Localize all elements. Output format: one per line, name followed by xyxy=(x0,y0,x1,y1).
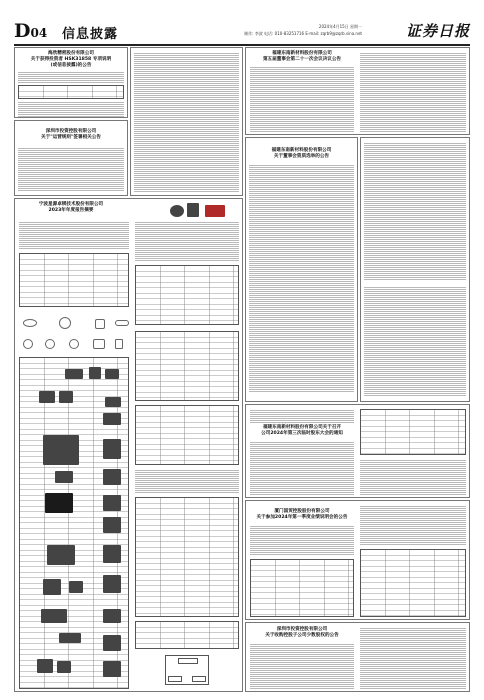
data-table xyxy=(135,405,239,465)
masthead-logo: 证券日报 xyxy=(405,22,470,40)
announcement-title xyxy=(21,202,121,214)
auto-part-photo xyxy=(103,661,121,677)
generic-logo xyxy=(93,339,105,349)
title-line: 第五届董事会第二十一次会议决议公告 xyxy=(262,57,342,62)
auto-part-photo xyxy=(39,391,55,403)
title-line: 关于收购控股子公司少数股权的公告 xyxy=(265,633,339,638)
body-text xyxy=(135,221,239,261)
body-text xyxy=(135,469,239,493)
body-text xyxy=(134,52,239,192)
generic-logo xyxy=(69,339,79,349)
body-text xyxy=(18,101,124,117)
ford-logo xyxy=(23,319,37,327)
title-line: 深圳市投资控股有限公司 xyxy=(45,129,97,134)
auto-part-photo xyxy=(41,609,67,623)
auto-part-photo xyxy=(103,495,121,511)
announcement-title xyxy=(15,129,127,141)
title-line: 海欣精密股份有限公司 xyxy=(48,51,94,56)
auto-part-photo xyxy=(105,397,121,407)
announcement-title xyxy=(246,148,357,160)
data-table xyxy=(250,559,354,617)
title-line: 宁波星源卓镁技术股份有限公司 xyxy=(38,202,104,207)
auto-part-photo xyxy=(103,517,121,533)
announcement-block xyxy=(14,47,128,118)
auto-part-photo xyxy=(55,471,73,483)
generic-logo xyxy=(115,339,123,349)
auto-part-photo xyxy=(187,203,199,217)
body-text xyxy=(250,409,354,423)
auto-part-photo xyxy=(103,575,121,593)
annual-report-summary xyxy=(14,198,243,692)
title-line: 福建东南新材料股份有限公司 xyxy=(271,148,332,153)
title-line: 深圳市投资控股有限公司 xyxy=(276,627,328,632)
auto-part-photo xyxy=(103,469,121,485)
title-line: 关于参加2024年第一季度业绩说明会的公告 xyxy=(256,515,348,520)
announcement-block xyxy=(14,120,128,196)
data-table xyxy=(135,331,239,401)
tesla-logo xyxy=(95,319,105,329)
issue-date: 2024年4月15日 星期一 xyxy=(318,24,362,29)
body-text xyxy=(250,525,354,555)
title-line: 2023年年度报告摘要 xyxy=(48,208,94,213)
body-text xyxy=(250,441,354,495)
bmw-logo xyxy=(23,339,33,349)
announcement-title xyxy=(250,627,354,639)
title-line: 公司2024年第三次临时股东大会的通知 xyxy=(261,431,343,436)
data-table xyxy=(135,497,239,617)
body-text xyxy=(364,286,466,396)
body-text xyxy=(364,142,466,280)
announcement-block xyxy=(130,47,243,196)
title-line: 福建东南新材料股份有限公司关于召开 xyxy=(262,425,342,430)
section-code xyxy=(14,20,47,42)
announcement-block xyxy=(245,47,470,135)
announcement-title xyxy=(15,51,127,69)
data-table xyxy=(360,409,466,455)
auto-part-photo xyxy=(103,545,121,563)
org-chart xyxy=(165,655,209,685)
auto-part-photo xyxy=(105,369,119,379)
data-table xyxy=(135,621,239,649)
auto-part-photo xyxy=(47,545,75,565)
auto-part-photo xyxy=(59,391,73,403)
audi-logo xyxy=(115,320,129,326)
body-text xyxy=(249,164,354,392)
body-text xyxy=(250,643,354,689)
announcement-block xyxy=(245,500,470,620)
auto-part-photo xyxy=(69,581,83,593)
title-line: 关于获得投资者 HSK31858 专项说明 xyxy=(30,57,112,62)
announcement-block xyxy=(245,137,358,402)
auto-part-photo xyxy=(103,439,121,459)
auto-part-photo xyxy=(205,205,225,217)
auto-part-photo xyxy=(89,367,101,379)
body-text xyxy=(19,221,129,249)
body-text xyxy=(360,627,466,689)
header-rule xyxy=(14,44,470,46)
auto-part-photo xyxy=(45,493,73,513)
title-line: (或信息披露)的公告 xyxy=(50,63,92,68)
data-table xyxy=(18,85,124,99)
auto-part-photo xyxy=(65,369,83,379)
data-table xyxy=(135,265,239,325)
generic-logo xyxy=(45,339,55,349)
auto-part-photo xyxy=(59,633,81,643)
auto-part-photo xyxy=(37,659,53,673)
page-header xyxy=(14,20,470,44)
auto-part-photo xyxy=(170,205,184,217)
announcement-block xyxy=(360,137,470,402)
auto-part-photo xyxy=(57,661,71,673)
body-text xyxy=(360,505,466,545)
section-letter: D xyxy=(14,20,31,42)
announcement-title xyxy=(250,425,354,437)
title-line: 关于"运营规则"签署相关公告 xyxy=(41,135,101,140)
auto-part-photo xyxy=(43,579,61,595)
body-text xyxy=(250,66,354,132)
section-number: 04 xyxy=(30,26,48,40)
body-text xyxy=(360,459,466,495)
announcement-title xyxy=(250,509,354,521)
announcement-block xyxy=(245,622,470,692)
announcement-title xyxy=(250,51,354,63)
announcement-block xyxy=(245,404,470,498)
auto-part-photo xyxy=(103,609,121,623)
auto-part-photo xyxy=(103,635,121,651)
section-title: 信息披露 xyxy=(62,27,119,42)
body-text xyxy=(18,71,124,83)
auto-part-photo xyxy=(43,435,79,465)
auto-part-photo xyxy=(103,413,121,425)
body-text xyxy=(18,147,124,191)
title-line: 关于董事会资质选举的公告 xyxy=(273,154,330,159)
editor-contact: 制作: 李波 电话: 010-83251716 E-mail: zqrb9@zqrb.sina.net xyxy=(244,31,362,36)
nissan-logo xyxy=(59,317,71,329)
title-line: 福建东南新材料股份有限公司 xyxy=(272,51,332,56)
title-line: 厦门国贸控股股份有限公司 xyxy=(274,509,330,514)
body-text xyxy=(360,52,466,132)
data-table xyxy=(360,549,466,617)
data-table xyxy=(19,253,129,307)
